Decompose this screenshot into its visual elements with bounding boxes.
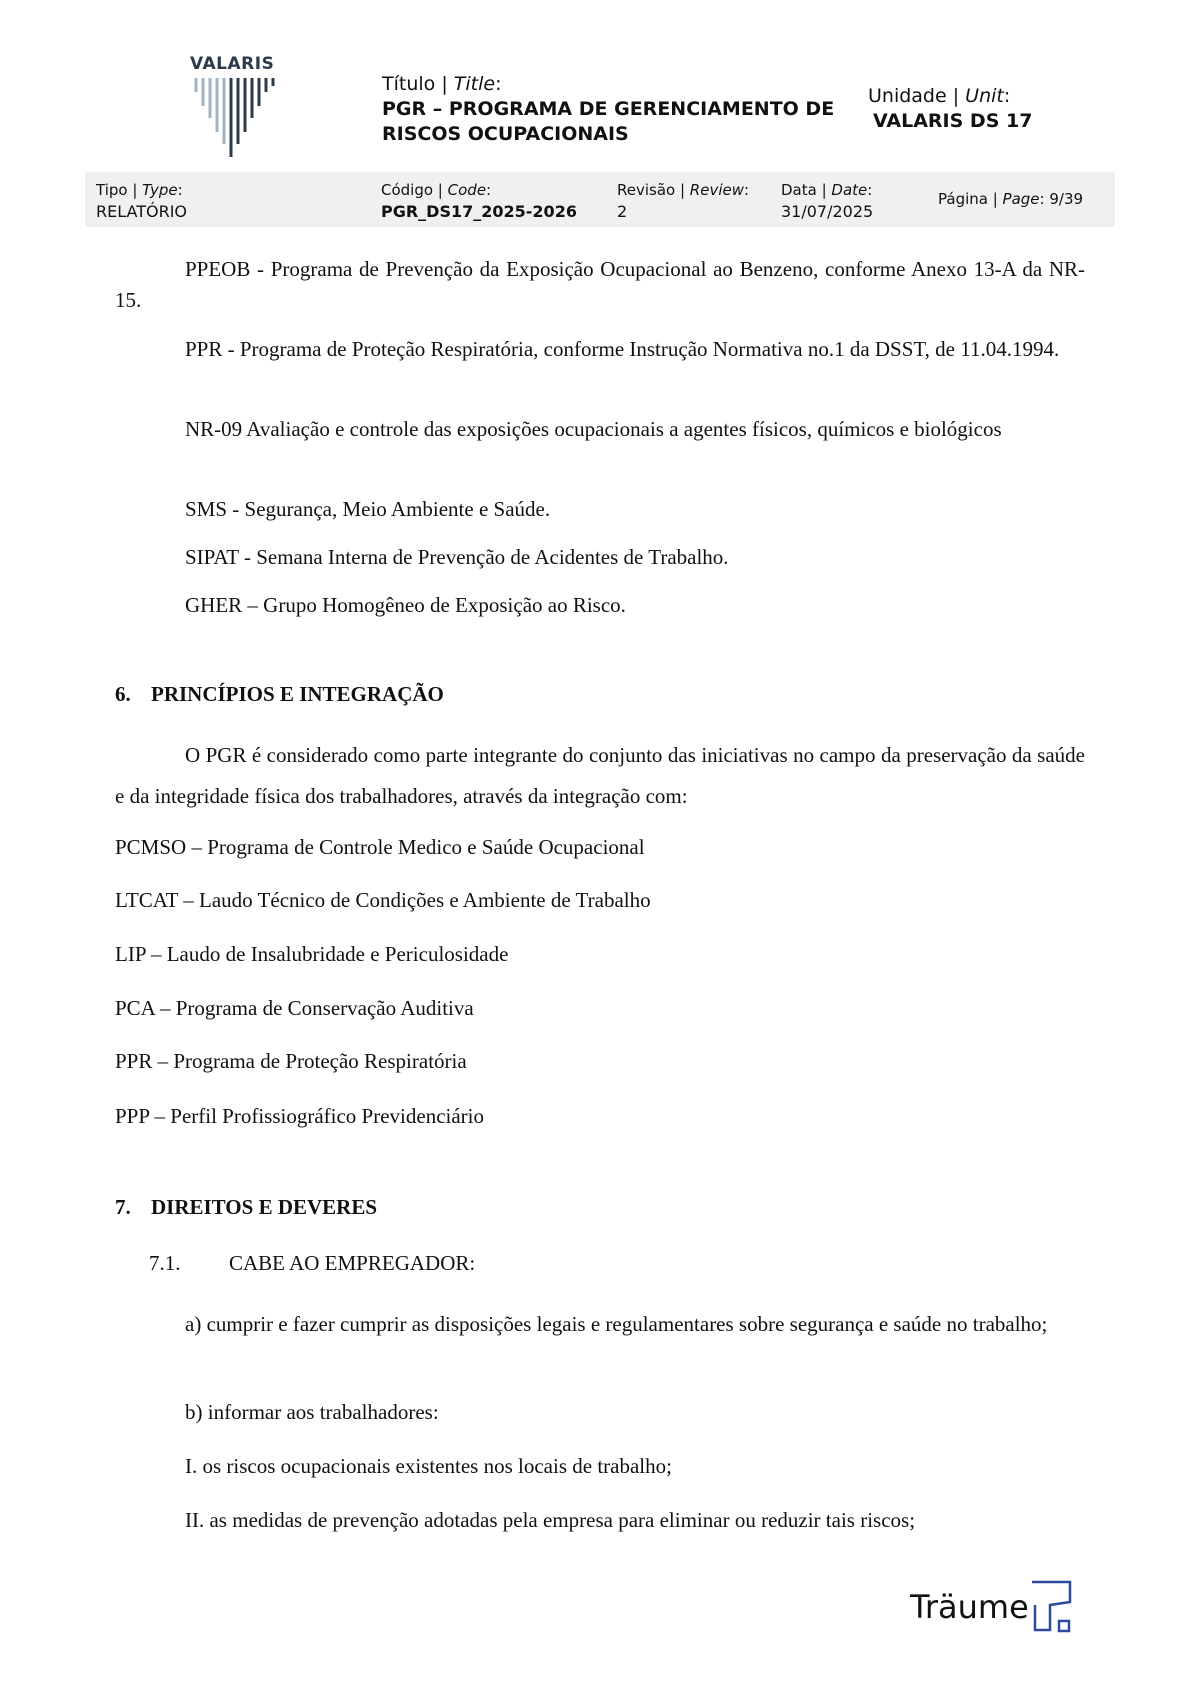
- definition: NR-09 Avaliação e controle das exposições ocupacionais a agentes físicos, químicos e biológicos: [185, 417, 1002, 441]
- section-6-heading: 6. PRINCÍPIOS E INTEGRAÇÃO: [115, 682, 444, 706]
- valaris-bars-icon: [190, 54, 290, 159]
- review-field: Revisão | Review: 2: [617, 181, 750, 221]
- definition: PPEOB - Programa de Prevenção da Exposição Ocupacional ao Benzeno, conforme Anexo 13-A da NR-15.: [115, 257, 1085, 312]
- code-value: PGR_DS17_2025-2026: [381, 202, 577, 221]
- traume-logo: Träume: [910, 1578, 1075, 1634]
- unit-value: VALARIS DS 17: [873, 110, 1033, 132]
- integration-item: PCA – Programa de Conservação Auditiva: [115, 996, 474, 1020]
- title-label: Título |: [382, 73, 454, 95]
- duty-a: a) cumprir e fazer cumprir as disposições legais e regulamentares sobre segurança e saúde no trabalho;: [185, 1312, 1048, 1336]
- page-field: Página | Page: 9/39: [938, 190, 1084, 208]
- review-value: 2: [617, 202, 628, 221]
- unit-label: Unidade |: [868, 85, 966, 107]
- type-field: Tipo | Type: RELATÓRIO: [96, 181, 188, 221]
- section-7-heading: 7. DIREITOS E DEVERES: [115, 1195, 378, 1219]
- duty-b-ii: II. as medidas de prevenção adotadas pela empresa para eliminar ou reduzir tais riscos;: [185, 1508, 916, 1532]
- integration-item: LTCAT – Laudo Técnico de Condições e Ambiente de Trabalho: [115, 888, 651, 912]
- definition: PPR - Programa de Proteção Respiratória, conforme Instrução Normativa no.1 da DSST, de 11.04.1994.: [185, 337, 1060, 361]
- integration-item: PPR – Programa de Proteção Respiratória: [115, 1049, 467, 1073]
- traume-mark-icon: [910, 1578, 1075, 1634]
- integration-item: PPP – Perfil Profissiográfico Previdenciário: [115, 1104, 485, 1128]
- duty-b-i: I. os riscos ocupacionais existentes nos locais de trabalho;: [185, 1454, 672, 1478]
- page-value: 9/39: [1049, 190, 1084, 208]
- document-title: Título | Title: PGR – PROGRAMA DE GERENCIAMENTO DE RISCOS OCUPACIONAIS: [382, 73, 835, 145]
- section-6-intro: O PGR é considerado como parte integrante do conjunto das iniciativas no campo da preservação da saúde e da integridade física dos trabalhadores, através da integração com:: [115, 743, 1085, 808]
- integration-item: LIP – Laudo de Insalubridade e Periculosidade: [115, 942, 509, 966]
- unit-block: Unidade | Unit: VALARIS DS 17: [868, 85, 1033, 132]
- duty-b: b) informar aos trabalhadores:: [185, 1400, 439, 1424]
- title-line-1: PGR – PROGRAMA DE GERENCIAMENTO DE: [382, 98, 835, 120]
- title-line-2: RISCOS OCUPACIONAIS: [382, 123, 629, 145]
- definition: SIPAT - Semana Interna de Prevenção de Acidentes de Trabalho.: [185, 545, 729, 569]
- date-field: Data | Date: 31/07/2025: [781, 181, 874, 221]
- unit-label-en: Unit: [965, 85, 1004, 107]
- type-value: RELATÓRIO: [96, 202, 188, 221]
- code-field: Código | Code: PGR_DS17_2025-2026: [381, 181, 577, 221]
- date-value: 31/07/2025: [781, 202, 874, 221]
- definition: SMS - Segurança, Meio Ambiente e Saúde.: [185, 497, 551, 521]
- definition: GHER – Grupo Homogêneo de Exposição ao Risco.: [185, 593, 626, 617]
- valaris-logo: VALARIS: [190, 54, 290, 159]
- integration-item: PCMSO – Programa de Controle Medico e Saúde Ocupacional: [115, 835, 645, 859]
- subsection-7-1-heading: 7.1. CABE AO EMPREGADOR:: [149, 1251, 476, 1275]
- title-label-en: Title: [453, 73, 496, 95]
